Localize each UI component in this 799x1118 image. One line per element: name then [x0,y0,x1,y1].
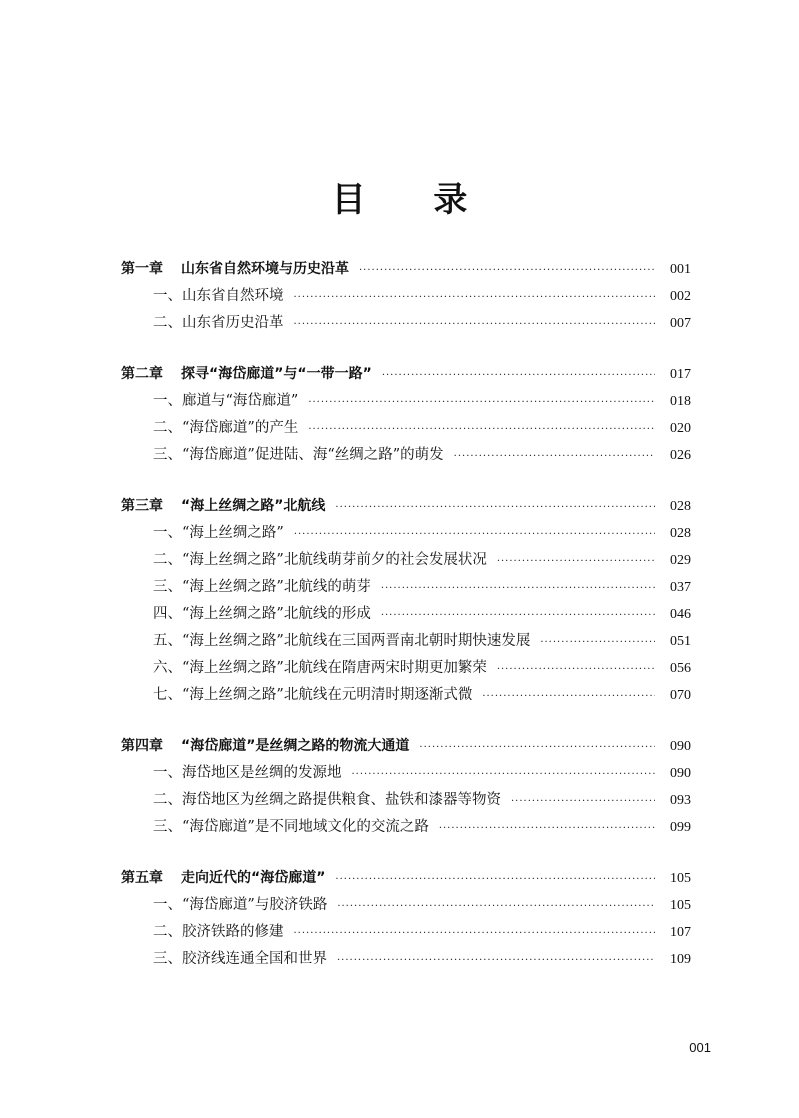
leader-dots [308,389,655,416]
section-title: 三、“海上丝绸之路”北航线的萌芽 [153,579,371,595]
section-title: 一、海岱地区是丝绸的发源地 [153,765,342,781]
leader-dots [511,788,655,815]
chapter-title: 山东省自然环境与历史沿革 [181,261,349,277]
leader-dots [381,602,655,629]
section-entry[interactable] [121,601,691,628]
section-entry[interactable] [121,760,691,787]
section-entry[interactable] [121,946,691,973]
section-page: 007 [670,316,691,331]
section-page: 107 [670,925,691,940]
section-title: 二、“海上丝绸之路”北航线萌芽前夕的社会发展状况 [153,552,487,568]
chapter-heading[interactable] [121,733,691,760]
section-title: 三、“海岱廊道”促进陆、海“丝绸之路”的萌发 [153,447,444,463]
leader-dots [482,683,655,710]
chapter-number: 第二章 [121,366,163,382]
section-title: 四、“海上丝绸之路”北航线的形成 [153,606,371,622]
section-entry[interactable] [121,655,691,682]
leader-dots [540,629,655,656]
section-title: 五、“海上丝绸之路”北航线在三国两晋南北朝时期快速发展 [153,633,531,649]
section-entry[interactable] [121,814,691,841]
leader-dots [381,575,655,602]
section-entry[interactable] [121,919,691,946]
section-page: 093 [670,793,691,808]
section-page: 029 [670,553,691,568]
section-entry[interactable] [121,310,691,337]
chapter-heading[interactable] [121,361,691,388]
section-title: 二、山东省历史沿革 [153,315,284,331]
chapter-block [121,865,691,973]
page-number: 001 [689,1040,711,1055]
leader-dots [294,284,656,311]
section-title: 一、廊道与“海岱廊道” [153,393,299,409]
section-entry[interactable] [121,574,691,601]
section-title: 一、“海上丝绸之路” [153,525,284,541]
section-page: 070 [670,688,691,703]
chapter-number: 第四章 [121,738,163,754]
section-title: 三、“海岱廊道”是不同地域文化的交流之路 [153,819,429,835]
section-title: 一、“海岱廊道”与胶济铁路 [153,897,328,913]
leader-dots [352,761,656,788]
section-page: 105 [670,898,691,913]
section-page: 046 [670,607,691,622]
section-title: 二、胶济铁路的修建 [153,924,284,940]
page-title: 目 录 [331,180,496,220]
section-entry[interactable] [121,682,691,709]
chapter-heading[interactable] [121,493,691,520]
leader-dots [382,362,655,389]
section-entry[interactable] [121,442,691,469]
chapter-block [121,256,691,337]
section-entry[interactable] [121,283,691,310]
chapter-title: 探寻“海岱廊道”与“一带一路” [181,366,372,382]
section-entry[interactable] [121,415,691,442]
section-title: 七、“海上丝绸之路”北航线在元明清时期逐渐式微 [153,687,473,703]
section-page: 028 [670,526,691,541]
section-page: 109 [670,952,691,967]
section-title: 三、胶济线连通全国和世界 [153,951,327,967]
table-of-contents [121,256,691,997]
leader-dots [497,656,655,683]
chapter-number: 第一章 [121,261,163,277]
section-entry[interactable] [121,388,691,415]
section-title: 六、“海上丝绸之路”北航线在隋唐两宋时期更加繁荣 [153,660,487,676]
chapter-block [121,361,691,469]
chapter-number: 第三章 [121,498,163,514]
section-page: 002 [670,289,691,304]
leader-dots [294,521,655,548]
section-page: 051 [670,634,691,649]
section-title: 一、山东省自然环境 [153,288,284,304]
leader-dots [335,866,655,893]
chapter-title: “海上丝绸之路”北航线 [181,498,326,514]
leader-dots [294,311,656,338]
chapter-title: 走向近代的“海岱廊道” [181,870,326,886]
chapter-number: 第五章 [121,870,163,886]
chapter-page: 105 [670,871,691,886]
leader-dots [419,734,655,761]
leader-dots [294,920,656,947]
leader-dots [337,893,655,920]
leader-dots [439,815,655,842]
chapter-page: 001 [670,262,691,277]
chapter-page: 090 [670,739,691,754]
chapter-block [121,493,691,709]
chapter-page: 017 [670,367,691,382]
section-entry[interactable] [121,892,691,919]
leader-dots [335,494,655,521]
chapter-heading[interactable] [121,865,691,892]
section-title: 二、海岱地区为丝绸之路提供粮食、盐铁和漆器等物资 [153,792,501,808]
section-entry[interactable] [121,787,691,814]
section-page: 018 [670,394,691,409]
chapter-page: 028 [670,499,691,514]
chapter-title: “海岱廊道”是丝绸之路的物流大通道 [181,738,410,754]
section-page: 099 [670,820,691,835]
section-entry[interactable] [121,628,691,655]
section-page: 020 [670,421,691,436]
leader-dots [359,257,655,284]
section-entry[interactable] [121,547,691,574]
leader-dots [337,947,655,974]
leader-dots [454,443,655,470]
section-title: 二、“海岱廊道”的产生 [153,420,299,436]
leader-dots [308,416,655,443]
section-page: 037 [670,580,691,595]
chapter-block [121,733,691,841]
leader-dots [497,548,655,575]
section-entry[interactable] [121,520,691,547]
section-page: 090 [670,766,691,781]
section-page: 026 [670,448,691,463]
section-page: 056 [670,661,691,676]
chapter-heading[interactable] [121,256,691,283]
